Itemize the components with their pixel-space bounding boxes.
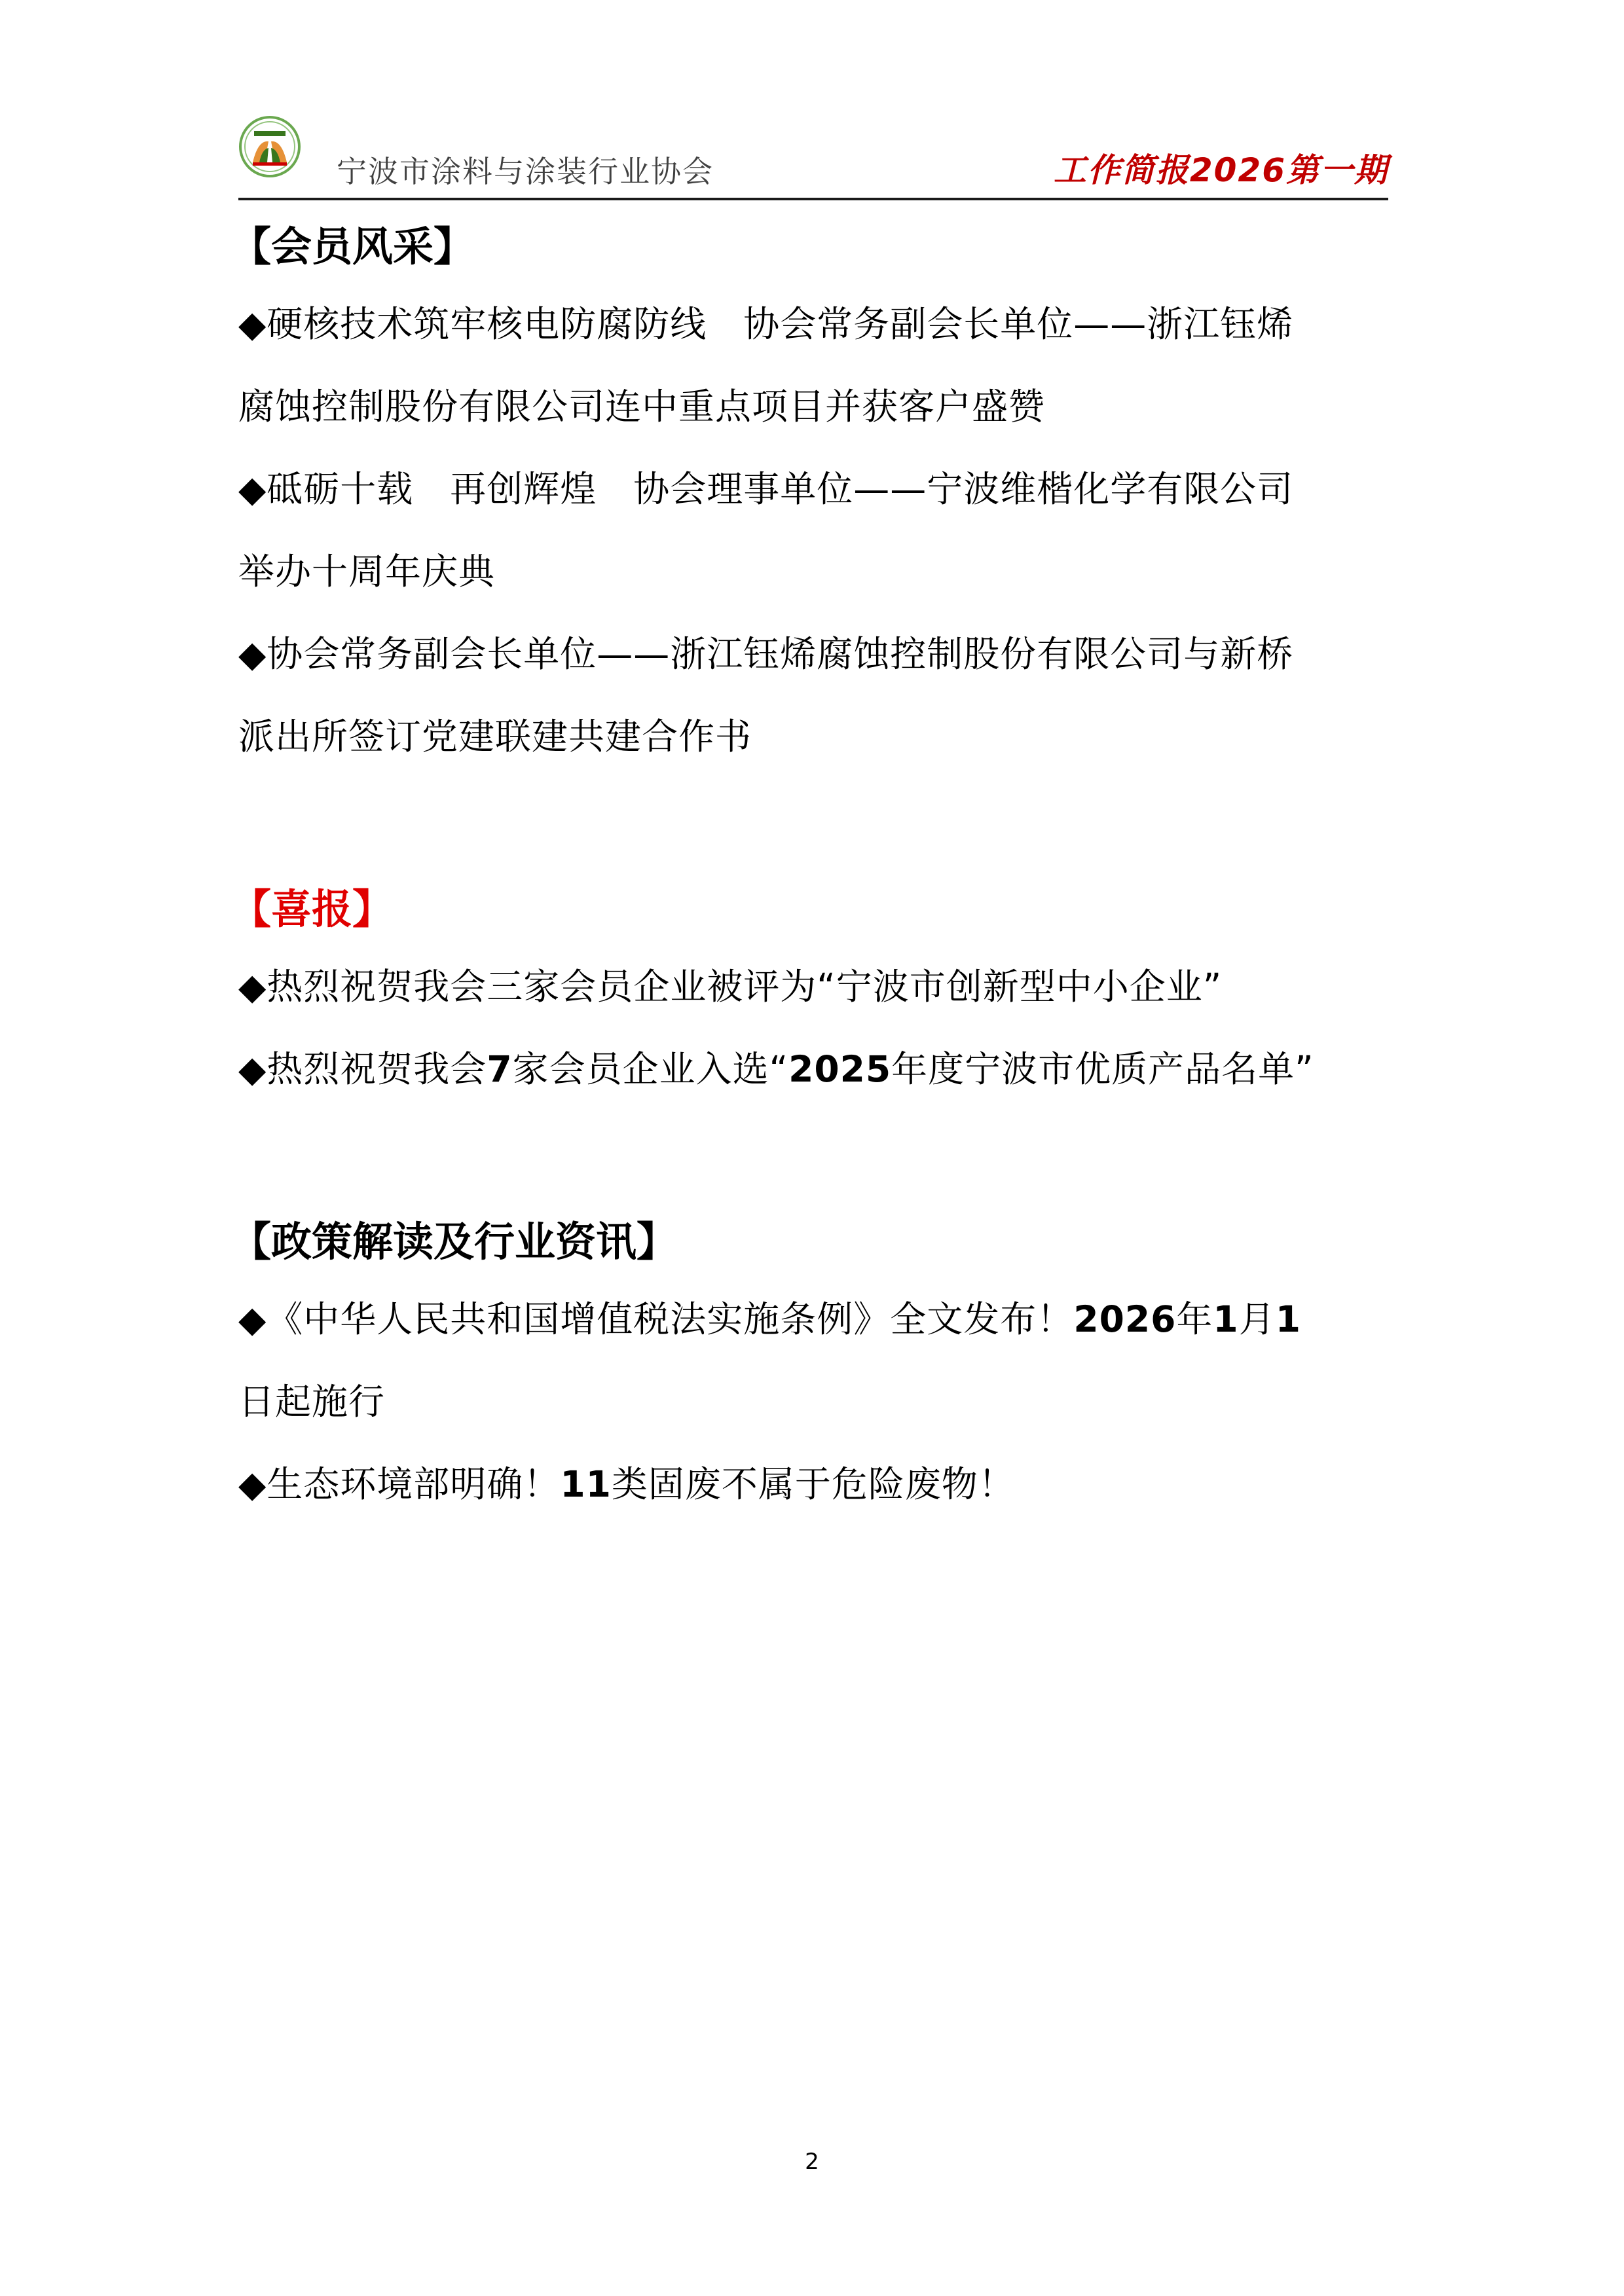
organization-name: 宁波市涂料与涂装行业协会 <box>337 154 714 189</box>
list-item[interactable] <box>238 1443 1391 1525</box>
page-number: 2 <box>805 2149 819 2175</box>
section-good-news <box>231 873 1391 1110</box>
list-item[interactable] <box>238 1028 1391 1110</box>
list-item[interactable] <box>238 448 1391 613</box>
list-item-line: ◆硬核技术筑牢核电防腐防线 协会常务副会长单位——浙江钰烯 <box>238 303 1294 345</box>
list-item-line: ◆热烈祝贺我会三家会员企业被评为“宁波市创新型中小企业” <box>238 966 1223 1008</box>
list-item-line: ◆砥砺十载 再创辉煌 协会理事单位——宁波维楷化学有限公司 <box>238 468 1294 510</box>
list-item[interactable] <box>238 283 1391 448</box>
section-title: 【会员风采】 <box>231 223 475 270</box>
list-item[interactable] <box>238 945 1391 1028</box>
list-item-line: 日起施行 <box>238 1381 386 1423</box>
page-header <box>238 115 1388 198</box>
list-item-line: ◆生态环境部明确！11类固废不属于危险废物！ <box>238 1463 1015 1505</box>
section-title: 【喜报】 <box>231 885 394 933</box>
section-policy-news <box>231 1206 1391 1525</box>
list-item-line: ◆热烈祝贺我会7家会员企业入选“2025年度宁波市优质产品名单” <box>238 1048 1314 1090</box>
section-member-highlights <box>231 211 1391 778</box>
list-item-line: 举办十周年庆典 <box>238 551 496 592</box>
section-title: 【政策解读及行业资讯】 <box>231 1218 678 1266</box>
list-item-line: 腐蚀控制股份有限公司连中重点项目并获客户盛赞 <box>238 386 1046 428</box>
list-item-line: ◆协会常务副会长单位——浙江钰烯腐蚀控制股份有限公司与新桥 <box>238 633 1294 675</box>
list-item[interactable] <box>238 1278 1391 1443</box>
list-item-line: 派出所签订党建联建共建合作书 <box>238 716 752 757</box>
association-logo-icon <box>238 115 301 178</box>
issue-title: 工作简报2026第一期 <box>1053 151 1388 189</box>
list-item[interactable] <box>238 613 1391 778</box>
header-divider <box>238 198 1388 200</box>
list-item-line: ◆《中华人民共和国增值税法实施条例》全文发布！2026年1月1 <box>238 1298 1301 1340</box>
table-of-contents <box>231 211 1391 1525</box>
